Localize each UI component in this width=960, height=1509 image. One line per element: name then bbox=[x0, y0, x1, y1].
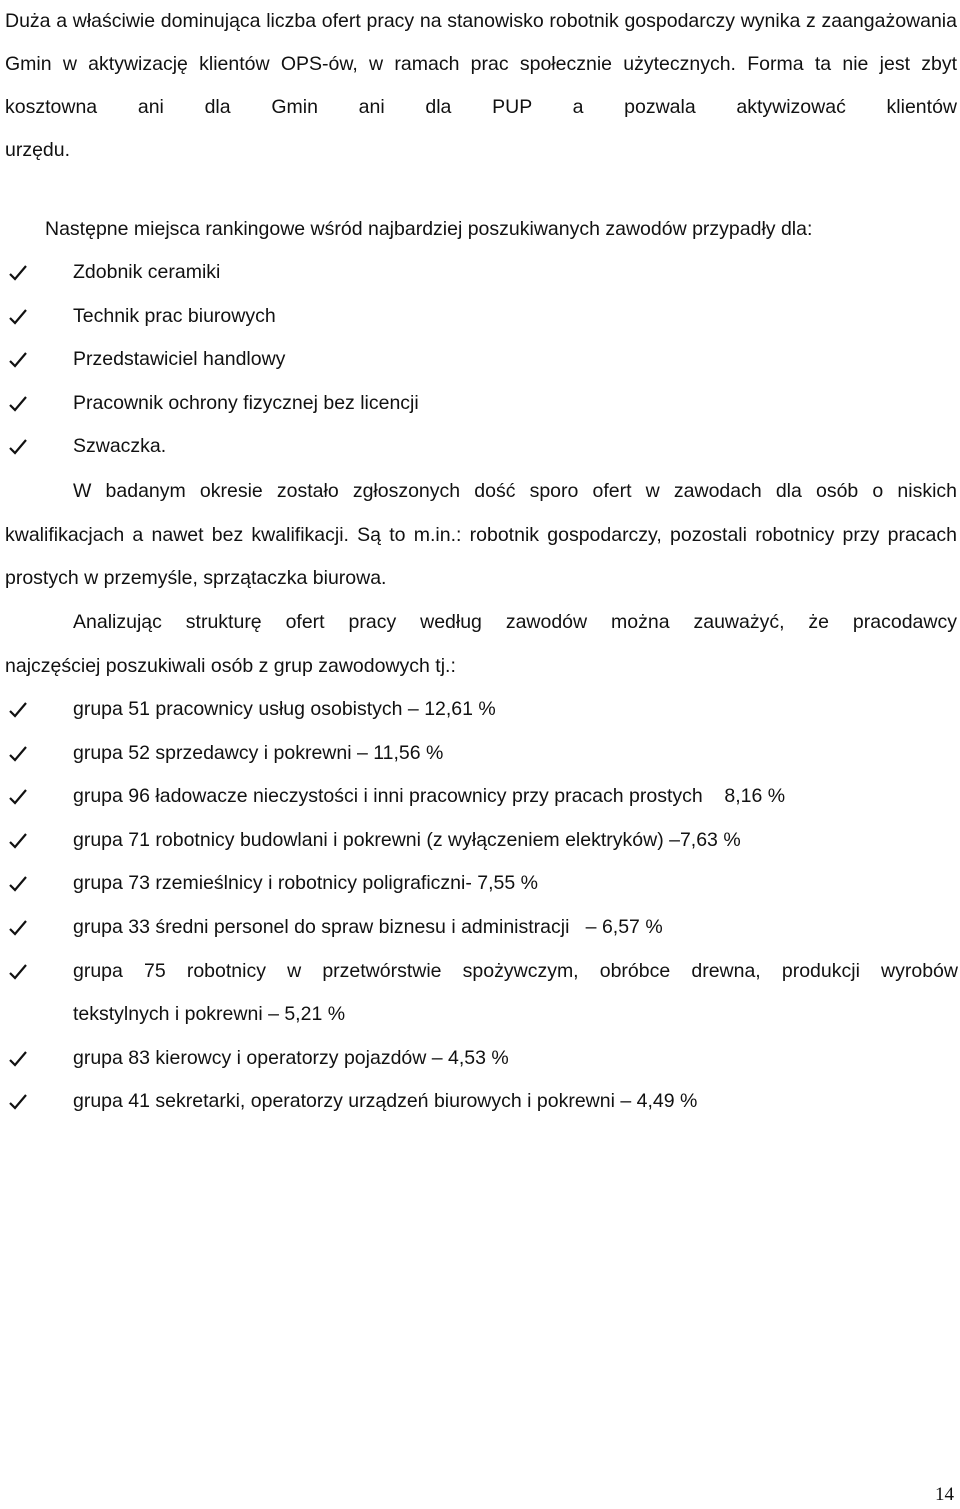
intro-line: Forma ta nie jest zbyt kosztowna ani dla Gmin ani dla PUP a pozwala aktywizować klientów bbox=[5, 53, 958, 118]
list-item: grupa 71 robotnicy budowlani i pokrewni (z wyłączeniem elektryków) –7,63 % bbox=[0, 819, 958, 863]
check-mark-icon bbox=[8, 688, 30, 732]
check-mark-icon bbox=[8, 295, 30, 339]
list-item: grupa 83 kierowcy i operatorzy pojazdów – 4,53 % bbox=[0, 1037, 958, 1081]
check-mark-icon bbox=[8, 819, 30, 863]
list-item: Przedstawiciel handlowy bbox=[0, 338, 419, 382]
list-item: Technik prac biurowych bbox=[0, 295, 419, 339]
list-item: grupa 51 pracownicy usług osobistych – 12,61 % bbox=[0, 688, 958, 732]
occupation-groups-list bbox=[0, 688, 958, 1124]
list-item: Zdobnik ceramiki bbox=[0, 251, 419, 295]
list-item: Szwaczka. bbox=[0, 425, 419, 469]
list-item: grupa 96 ładowacze nieczystości i inni pracownicy przy pracach prostych 8,16 % bbox=[0, 775, 958, 819]
list-item: grupa 41 sekretarki, operatorzy urządzeń biurowych i pokrewni – 4,49 % bbox=[0, 1080, 958, 1124]
check-mark-icon bbox=[8, 906, 30, 950]
list-item: grupa 75 robotnicy w przetwórstwie spożywczym, obróbce drewna, produkcji wyrobów tekstylnych i pokrewni – 5,21 % bbox=[0, 950, 958, 1037]
check-mark-icon bbox=[8, 732, 30, 776]
check-mark-icon bbox=[8, 1037, 30, 1081]
intro-line: Duża a właściwie dominująca liczba ofert pracy na stanowisko robotnik gospodarczy wynika z bbox=[5, 10, 816, 32]
check-mark-icon bbox=[8, 950, 30, 994]
page-number: 14 bbox=[935, 1484, 954, 1505]
list-item: grupa 33 średni personel do spraw biznesu i administracji – 6,57 % bbox=[0, 906, 958, 950]
analysis-paragraph: Analizując strukturę ofert pracy według zawodów można zauważyć, że pracodawcy najczęściej poszukiwali osób z grup zawodowych tj.: bbox=[5, 611, 957, 677]
intro-line: urzędu. bbox=[5, 139, 71, 161]
check-mark-icon bbox=[8, 382, 30, 426]
list-item: grupa 52 sprzedawcy i pokrewni – 11,56 % bbox=[0, 732, 958, 776]
check-mark-icon bbox=[8, 1080, 30, 1124]
ranking-list bbox=[0, 251, 419, 469]
intro-line: zaangażowania Gmin w aktywizację klientów OPS-ów, w ramach prac społecznie użytecznych. bbox=[5, 10, 957, 75]
list-item: grupa 73 rzemieślnicy i robotnicy poligraficzni- 7,55 % bbox=[0, 862, 958, 906]
list-item: Pracownik ochrony fizycznej bez licencji bbox=[0, 382, 419, 426]
intro-paragraph bbox=[5, 0, 957, 172]
check-mark-icon bbox=[8, 338, 30, 382]
check-mark-icon bbox=[8, 251, 30, 295]
check-mark-icon bbox=[8, 775, 30, 819]
low-skill-paragraph: W badanym okresie zostało zgłoszonych dość sporo ofert w zawodach dla osób o niskich kwalifikacjach a nawet bez kwalifikacji. Są to m.in.: robotnik gospodarczy, pozostali robotnicy przy pracach prostych w przemyśle, sprzątaczka biurowa. bbox=[5, 480, 957, 590]
check-mark-icon bbox=[8, 862, 30, 906]
check-mark-icon bbox=[8, 425, 30, 469]
ranking-lead: Następne miejsca rankingowe wśród najbardziej poszukiwanych zawodów przypadły dla: bbox=[45, 218, 813, 240]
